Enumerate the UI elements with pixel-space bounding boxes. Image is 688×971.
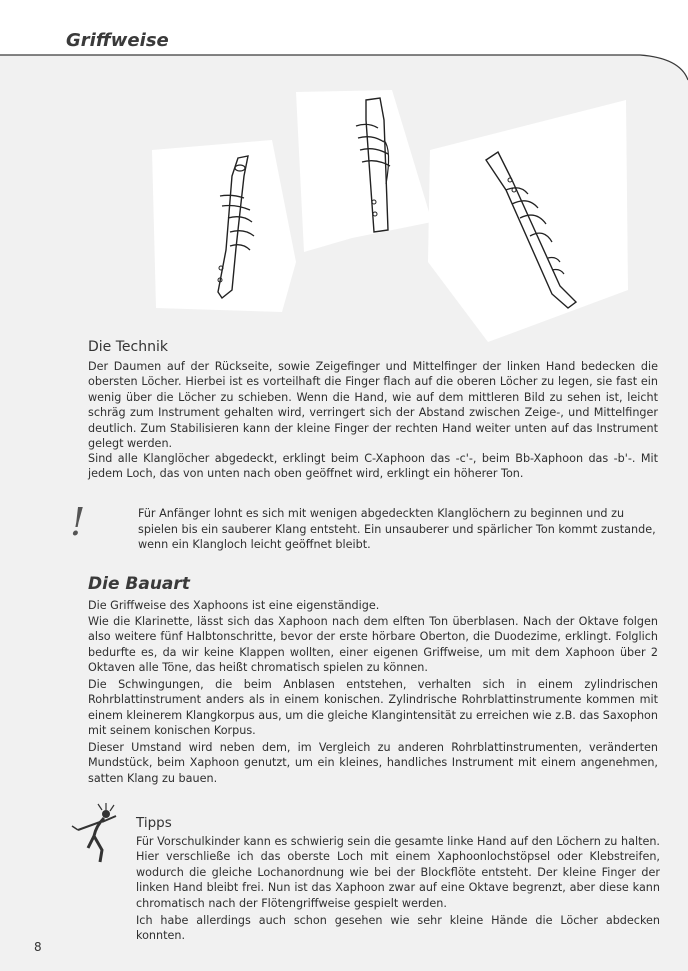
fingering-photo-left xyxy=(152,140,296,312)
bauart-paragraph-1: Die Griffweise des Xaphoons ist eine eigenständige. xyxy=(88,599,380,612)
tipps-heading: Tipps xyxy=(136,815,172,831)
bauart-heading: Die Bauart xyxy=(88,574,190,594)
fingering-photo-right xyxy=(428,100,628,342)
technik-paragraph-1: Der Daumen auf der Rückseite, sowie Zeigefinger und Mittelfinger der linken Hand bedecken die obersten Löcher. Hierbei ist es vorteilhaft die Finger flach auf die oberen Löcher zu legen, sie fast ein wenig über die Löcher zu schieben. Wenn die Hand, wie auf dem mittleren Bild zu sehen ist, leicht schräg zum Instrument gehalten wird, verringert sich der Abstand zwischen Zeige-, und Mittelfinger deutlich. Zum Stabilisieren kann der kleine Finger der rechten Hand weiter unten auf das Instrument gelegt werden. xyxy=(88,360,658,451)
fingering-illustrations xyxy=(0,90,688,350)
technik-heading: Die Technik xyxy=(88,339,168,355)
beginner-note: Für Anfänger lohnt es sich mit wenigen abgedeckten Klanglöchern zu beginnen und zu spielen bis ein sauberer Klang entsteht. Ein unsauberer und spärlicher Ton kommt zustande, wenn ein Klangloch leicht geöffnet bleibt. xyxy=(138,507,656,552)
tipps-paragraph-2: Ich habe allerdings auch schon gesehen wie sehr kleine Hände die Löcher abdecken konnten. xyxy=(136,914,660,943)
exclamation-icon: ! xyxy=(70,500,86,544)
page-number: 8 xyxy=(34,940,42,954)
dancing-figure-icon xyxy=(66,800,130,870)
bauart-paragraph-2: Wie die Klarinette, lässt sich das Xaphoon nach dem elften Ton überblasen. Nach der Oktave folgen also weitere fünf Halbtonschritte, bevor der erste hörbare Oberton, die Duodezime, erklingt. Folglich bedurfte es, da wir keine Klappen wollten, einer eigenen Griffweise, um mit dem Xaphoon über 2 Oktaven alle Töne, das heißt chromatisch spielen zu können. xyxy=(88,615,658,675)
bauart-paragraph-3: Die Schwingungen, die beim Anblasen entstehen, verhalten sich in einem zylindrischen Rohrblattinstrument anders als in einem konischen. Zylindrische Rohrblattinstrumente kommen mit einem kleinerem Klangkorpus aus, um die gleiche Klangintensität zu erreichen wie z.B. das Saxophon mit seinem konischen Korpus. xyxy=(88,678,658,738)
page-title: Griffweise xyxy=(66,30,169,51)
bauart-paragraph-4: Dieser Umstand wird neben dem, im Vergleich zu anderen Rohrblattinstrumenten, veränderten Mundstück, beim Xaphoon genutzt, um ein kleines, handliches Instrument mit einem angenehmen, satten Klang zu bauen. xyxy=(88,741,658,785)
fingering-photo-middle xyxy=(296,90,432,252)
tipps-paragraph-1: Für Vorschulkinder kann es schwierig sein die gesamte linke Hand auf den Löchern zu halten. Hier verschließe ich das oberste Loch mit einem Xaphoonlochstöpsel oder Klebstreifen, wodurch die gleiche Lochanordnung wie bei der Blockflöte entsteht. Der kleine Finger der linken Hand bleibt frei. Nun ist das Xaphoon zwar auf eine Oktave begrenzt, aber diese kann chromatisch nach der Flötengriffweise gespielt werden. xyxy=(136,835,660,910)
technik-paragraph-2: Sind alle Klanglöcher abgedeckt, erklingt beim C-Xaphoon das -c'-, beim Bb-Xaphoon das -b'-. Mit jedem Loch, das von unten nach oben geöffnet wird, erklingt ein höherer Ton. xyxy=(88,452,658,481)
